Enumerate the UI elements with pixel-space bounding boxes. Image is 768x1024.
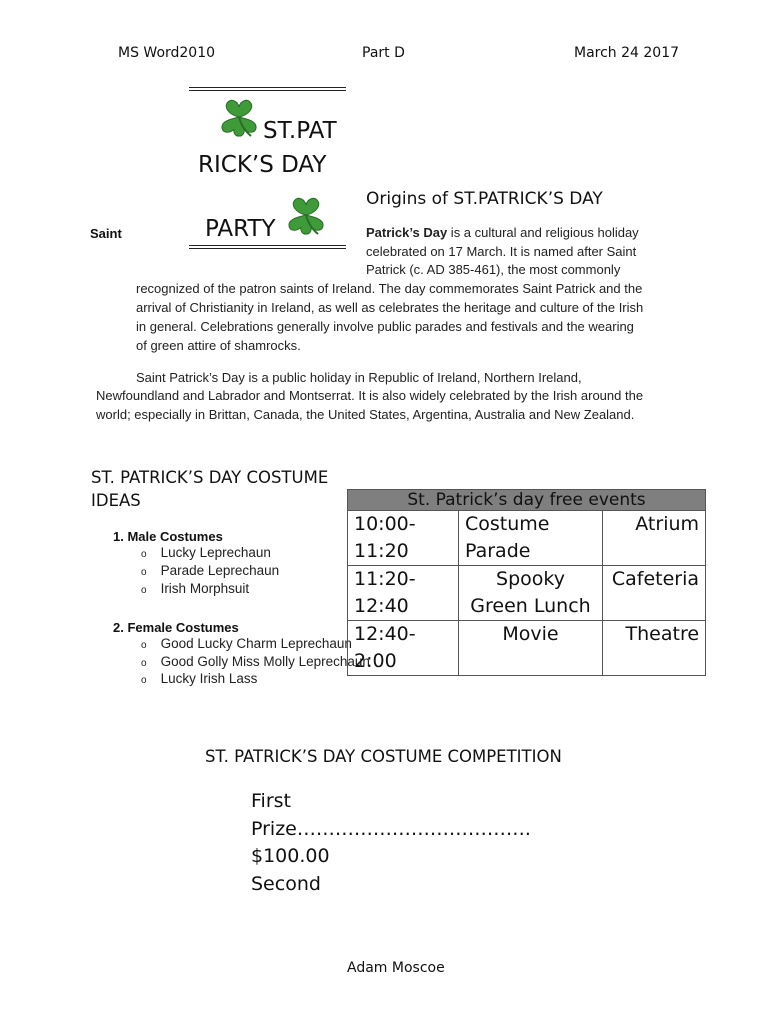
group-number: 2. [113, 620, 124, 635]
prize-line: Prize………………………………. [251, 817, 531, 840]
bullet-icon: o [141, 675, 147, 686]
events-table [347, 489, 706, 676]
origins-p1-line6: in general. Celebrations generally involve public parades and festivals and the wearing [136, 319, 634, 334]
costume-heading-line1: ST. PATRICK’S DAY COSTUME [91, 468, 329, 487]
prize-line: $100.00 [251, 845, 330, 867]
origins-p1-line3: Patrick (c. AD 385-461), the most commonly [366, 262, 621, 277]
event-name: Costume Parade [459, 511, 603, 566]
event-time: 11:20-12:40 [348, 566, 459, 621]
table-row [348, 511, 706, 566]
list-item: o Lucky Irish Lass [141, 671, 258, 686]
event-name: Spooky Green Lunch [459, 566, 603, 621]
origins-p1-line7: of green attire of shamrocks. [136, 338, 301, 353]
costume-group-female [113, 620, 239, 635]
table-row [348, 566, 706, 621]
bullet-icon: o [141, 585, 147, 596]
group-title: Male Costumes [127, 529, 223, 544]
list-item: o Irish Morphsuit [141, 581, 250, 596]
event-place: Cafeteria [603, 566, 706, 621]
origins-p1-line1 [366, 224, 639, 243]
shamrock-icon [217, 95, 261, 139]
costume-group-male [113, 529, 223, 544]
footer-author: Adam Moscoe [347, 960, 445, 976]
competition-heading: ST. PATRICK’S DAY COSTUME COMPETITION [205, 747, 562, 766]
dropcap-word: Saint [90, 226, 122, 241]
list-item: o Parade Leprechaun [141, 563, 280, 578]
title-line-2: RICK’S DAY [198, 152, 327, 178]
event-place: Atrium [603, 511, 706, 566]
origins-p1-line2: celebrated on 17 March. It is named after Saint [366, 244, 637, 259]
origins-p2-line3: world; especially in Brittan, Canada, the United States, Argentina, Australia and New Zealand. [96, 407, 635, 422]
title-bottom-rule [189, 245, 346, 249]
group-number: 1. [113, 529, 124, 544]
origins-text: is a cultural and religious holiday [447, 225, 639, 240]
bullet-icon: o [141, 658, 147, 669]
event-time: 12:40-2:00 [348, 621, 459, 676]
origins-p2-line1: Saint Patrick’s Day is a public holiday in Republic of Ireland, Northern Ireland, [136, 370, 582, 385]
shamrock-icon [284, 193, 328, 237]
prize-line: First [251, 790, 291, 812]
prize-list [251, 788, 571, 895]
table-row [348, 621, 706, 676]
bullet-icon: o [141, 567, 147, 578]
event-name: Movie [459, 621, 603, 676]
event-place: Theatre [603, 621, 706, 676]
costume-heading-line2: IDEAS [91, 491, 141, 510]
header-left: MS Word2010 [118, 45, 216, 61]
title-line-1: ST.PAT [263, 118, 337, 144]
origins-heading: Origins of ST.PATRICK’S DAY [366, 189, 603, 209]
event-time: 10:00-11:20 [348, 511, 459, 566]
bullet-icon: o [141, 640, 147, 651]
list-item: o Good Lucky Charm Leprechaun [141, 636, 352, 651]
prize-line: Second [251, 872, 321, 895]
origins-p1-line4: recognized of the patron saints of Ireland. The day commemorates Saint Patrick and the [136, 281, 643, 296]
header-center: Part D [362, 45, 405, 61]
origins-p2-line2: Newfoundland and Labrador and Montserrat. It is also widely celebrated by the Irish around the [96, 388, 644, 403]
group-title: Female Costumes [127, 620, 239, 635]
title-top-rule [189, 87, 346, 91]
origins-p1-line5: arrival of Christianity in Ireland, as well as celebrates the heritage and culture of the Irish [136, 300, 644, 315]
header-right: March 24 2017 [574, 45, 680, 61]
title-line-3: PARTY [205, 216, 276, 242]
bold-lead: Patrick’s Day [366, 225, 448, 240]
list-item: o Lucky Leprechaun [141, 545, 271, 560]
bullet-icon: o [141, 549, 147, 560]
events-table-title: St. Patrick’s day free events [348, 490, 706, 511]
list-item: o Good Golly Miss Molly Leprechaun [141, 654, 370, 669]
